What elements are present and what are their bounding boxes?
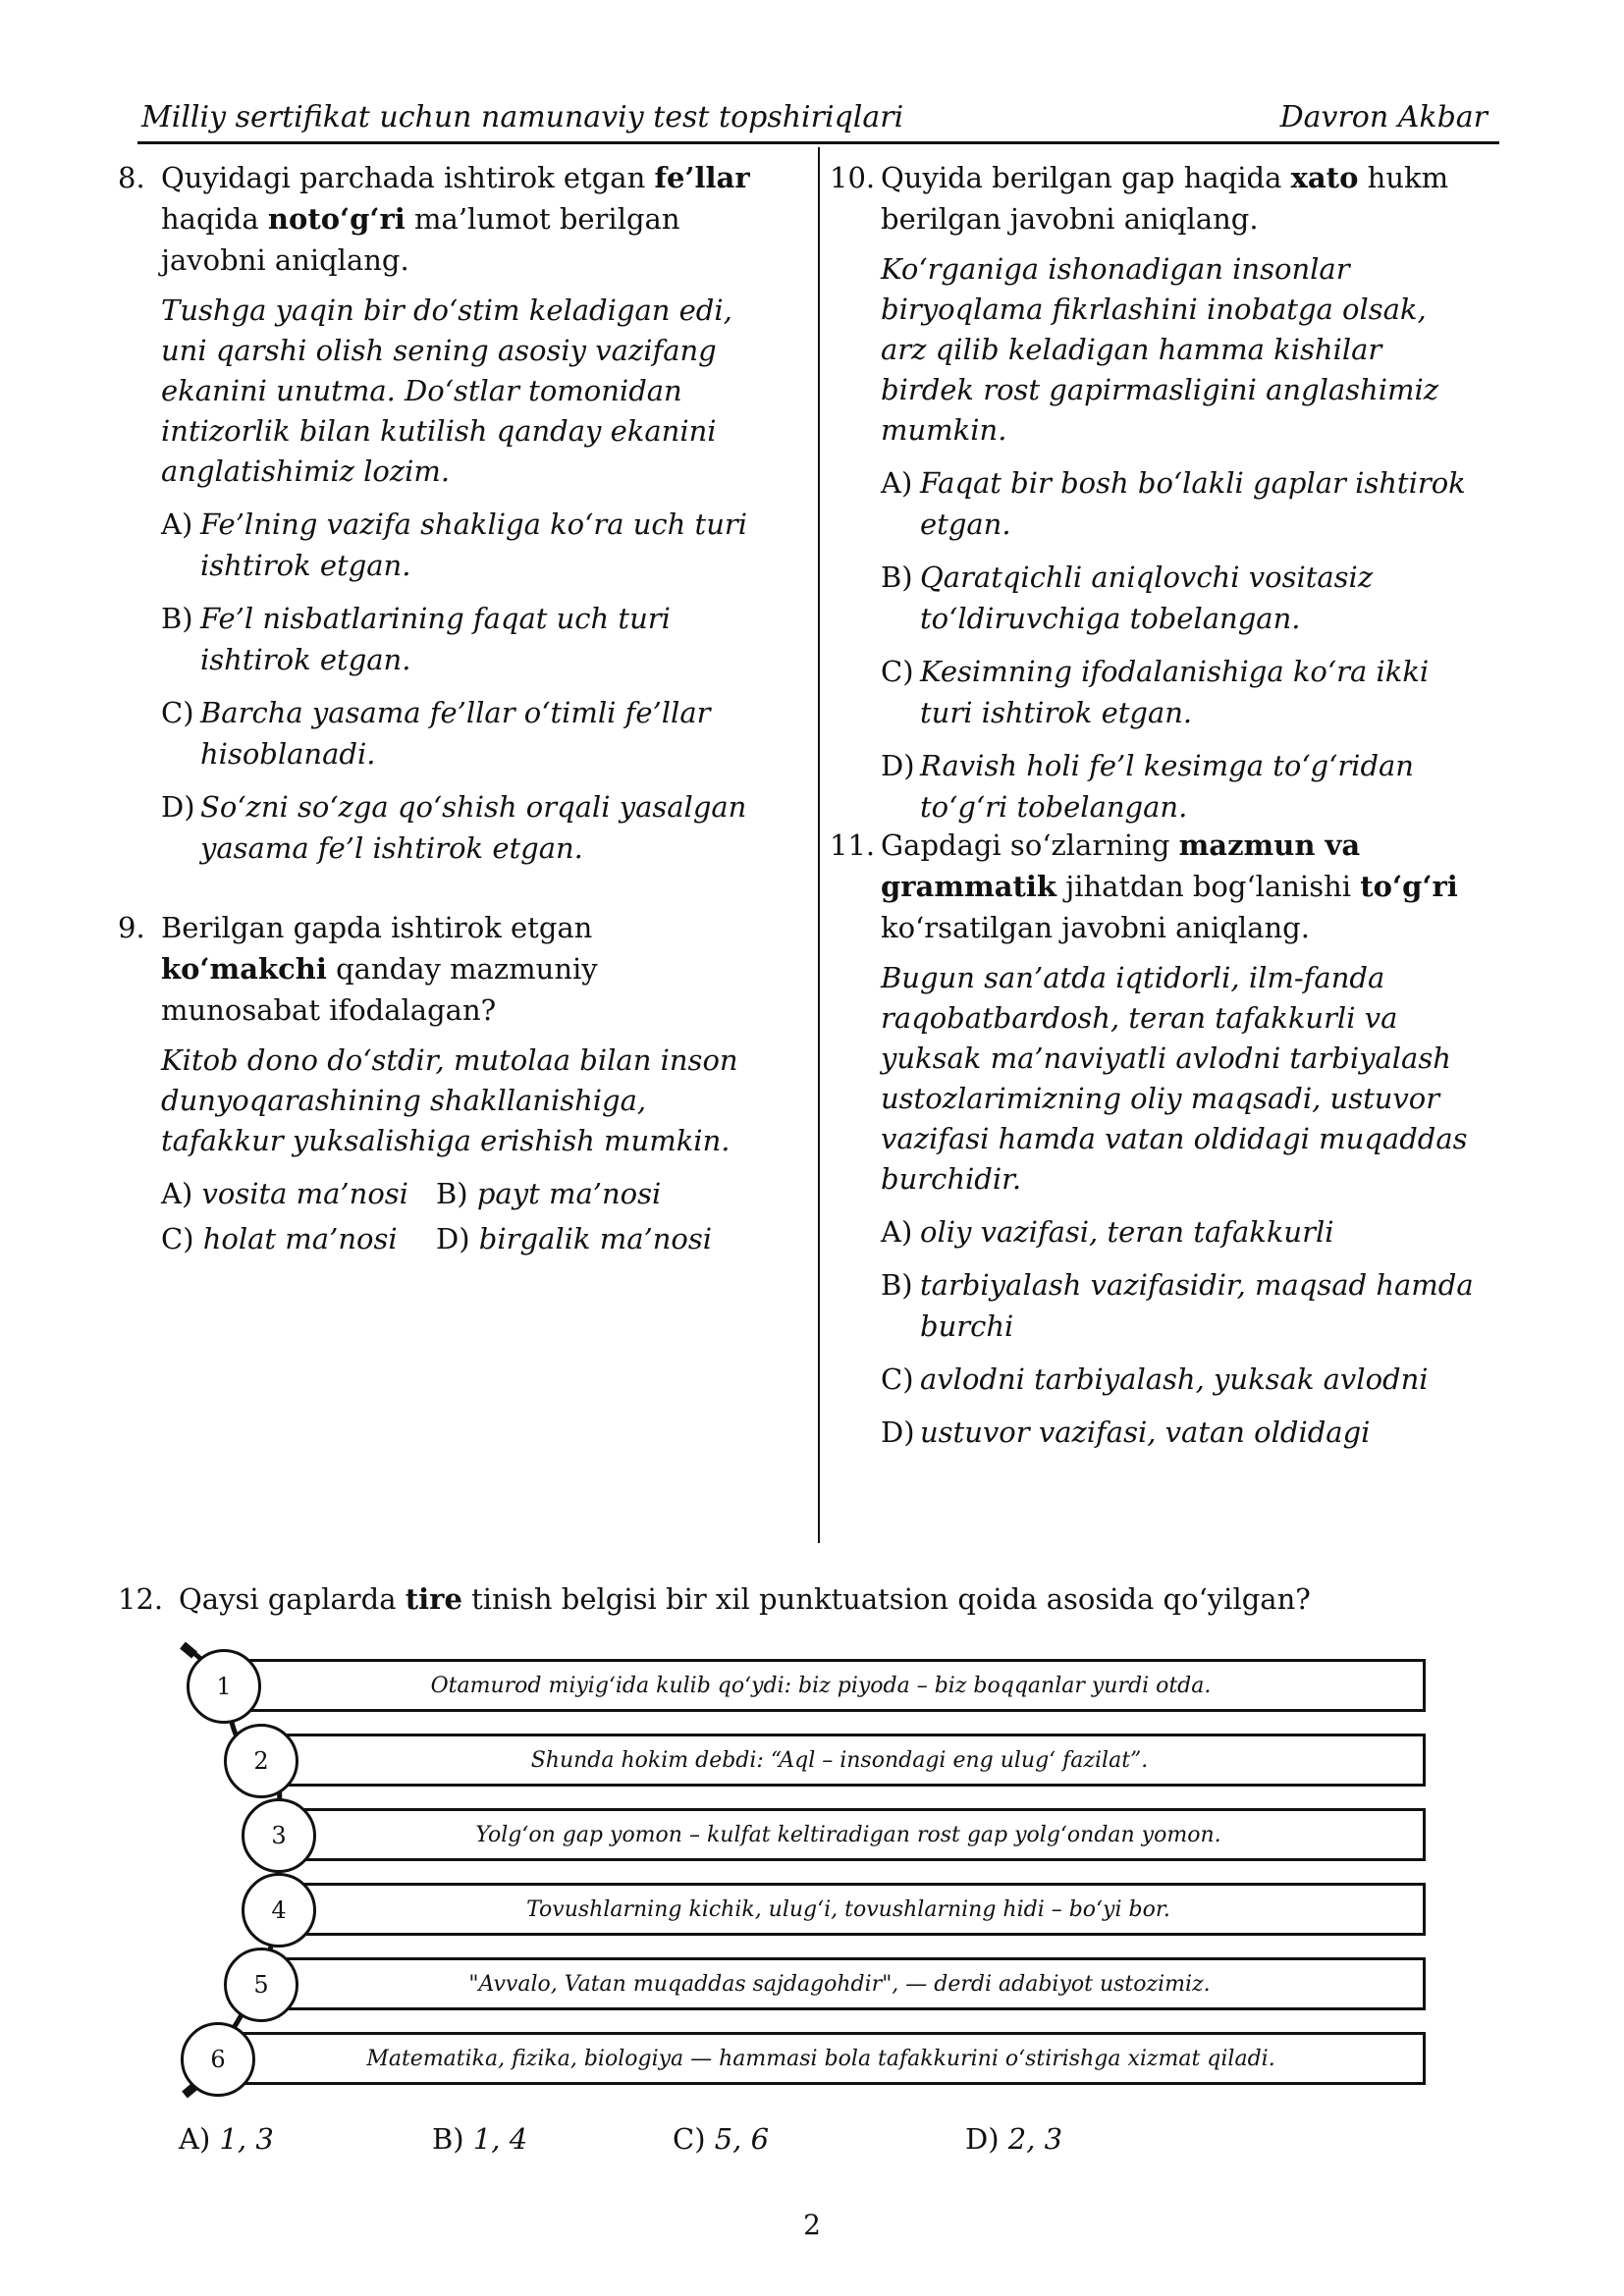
option-c[interactable]: C) avlodni tarbiyalash, yuksak avlodni <box>881 1362 1429 1396</box>
option-d[interactable]: D) ustuvor vazifasi, vatan oldidagi <box>881 1415 1371 1449</box>
sentence-box-2: Shunda hokim debdi: “Aql – insondagi eng ulug‘ fazilat”. <box>253 1734 1426 1787</box>
question-stem: Berilgan gapda ishtirok etgan ko‘makchi qanday mazmuniy munosabat ifodalagan? <box>161 911 598 1027</box>
question-number: 11. <box>830 828 876 862</box>
option-d[interactable]: D) So‘zni so‘zga qo‘shish orqali yasalgan yasama fe’l ishtirok etgan. <box>161 790 747 865</box>
q12-option-a[interactable]: A) 1, 3 <box>179 2122 274 2156</box>
question-number: 10. <box>830 161 876 194</box>
option-b[interactable]: B) payt ma’nosi <box>436 1177 662 1210</box>
item-number-6: 6 <box>181 2022 255 2097</box>
header-author: Davron Akbar <box>1279 100 1488 134</box>
question-number: 9. <box>118 911 145 944</box>
option-b[interactable]: B) Fe’l nisbatlarining faqat uch turi ishtirok etgan. <box>161 602 671 676</box>
sentence-box-1: Otamurod miyig‘ida kulib qo‘ydi: biz piyoda – biz boqqanlar yurdi otda. <box>216 1659 1426 1712</box>
option-c[interactable]: C) Kesimning ifodalanishiga ko‘ra ikki turi ishtirok etgan. <box>881 655 1430 729</box>
header-title: Milliy sertifikat uchun namunaviy test topshiriqlari <box>141 100 904 134</box>
option-b[interactable]: B) Qaratqichli aniqlovchi vositasiz to‘ldiruvchiga tobelangan. <box>881 561 1374 635</box>
question-number: 8. <box>118 161 145 194</box>
sentence-box-4: Tovushlarning kichik, ulug‘i, tovushlarning hidi – bo‘yi bor. <box>271 1883 1426 1936</box>
page-number: 2 <box>803 2209 821 2241</box>
q12-option-d[interactable]: D) 2, 3 <box>965 2122 1063 2156</box>
sentence-box-3: Yolg‘on gap yomon – kulfat keltiradigan rost gap yolg‘ondan yomon. <box>271 1808 1426 1861</box>
option-a[interactable]: A) vosita ma’nosi <box>161 1177 408 1210</box>
item-number-1: 1 <box>187 1649 261 1724</box>
spiral-end-top <box>183 1645 194 1655</box>
item-number-2: 2 <box>224 1724 298 1798</box>
option-b[interactable]: B) tarbiyalash vazifasidir, maqsad hamda burchi <box>881 1268 1474 1343</box>
question-stem: Gapdagi so‘zlarning mazmun va grammatik jihatdan bog‘lanishi to‘g‘ri ko‘rsatilgan javobni aniqlang. <box>881 828 1458 944</box>
option-a[interactable]: A) Faqat bir bosh bo‘lakli gaplar ishtirok etgan. <box>881 466 1466 541</box>
sentence-box-5: "Avvalo, Vatan muqaddas sajdagohdir", — derdi adabiyot ustozimiz. <box>253 1957 1426 2010</box>
question-passage: Tushga yaqin bir do‘stim keladigan edi, uni qarshi olish sening asosiy vazifang ekanini unutma. Do‘stlar tomonidan intizorlik bilan kutilish qanday ekanini anglatishimiz lozim. <box>161 294 732 488</box>
sentence-box-6: Matematika, fizika, biologiya — hammasi bola tafakkurini o‘stirishga xizmat qiladi. <box>216 2032 1426 2085</box>
question-passage: Ko‘rganiga ishonadigan insonlar biryoqlama fikrlashini inobatga olsak, arz qilib keladigan hamma kishilar birdek rost gapirmasligini anglashimiz mumkin. <box>881 252 1439 447</box>
option-c[interactable]: C) holat ma’nosi <box>161 1222 398 1255</box>
option-a[interactable]: A) oliy vazifasi, teran tafakkurli <box>881 1215 1334 1249</box>
question-passage: Bugun san’atda iqtidorli, ilm-fanda raqobatbardosh, teran tafakkurli va yuksak ma’naviyatli avlodni tarbiyalash ustozlarimizning oliy maqsadi, ustuvor vazifasi hamda vatan oldidagi muqaddas burchidir. <box>881 961 1468 1196</box>
question-stem: Quyida berilgan gap haqida xato hukm berilgan javobni aniqlang. <box>881 161 1449 236</box>
question-passage: Kitob dono do‘stdir, mutolaa bilan inson dunyoqarashining shakllanishiga, tafakkur yuksalishiga erishish mumkin. <box>161 1043 738 1157</box>
item-number-4: 4 <box>242 1873 316 1948</box>
option-a[interactable]: A) Fe’lning vazifa shakliga ko‘ra uch turi ishtirok etgan. <box>161 507 748 582</box>
item-number-5: 5 <box>224 1948 298 2022</box>
question-stem: Qaysi gaplarda tire tinish belgisi bir xil punktuatsion qoida asosida qo‘yilgan? <box>179 1582 1311 1616</box>
q12-option-c[interactable]: C) 5, 6 <box>673 2122 770 2156</box>
question-stem: Quyidagi parchada ishtirok etgan fe’llar haqida noto‘g‘ri ma’lumot berilgan javobni aniqlang. <box>161 161 750 277</box>
item-number-3: 3 <box>242 1798 316 1873</box>
option-c[interactable]: C) Barcha yasama fe’llar o‘timli fe’llar hisoblanadi. <box>161 696 711 771</box>
question-number: 12. <box>118 1582 164 1616</box>
q12-option-b[interactable]: B) 1, 4 <box>432 2122 528 2156</box>
option-d[interactable]: D) Ravish holi fe’l kesimga to‘g‘ridan to‘g‘ri tobelangan. <box>881 749 1414 824</box>
option-d[interactable]: D) birgalik ma’nosi <box>436 1222 712 1255</box>
